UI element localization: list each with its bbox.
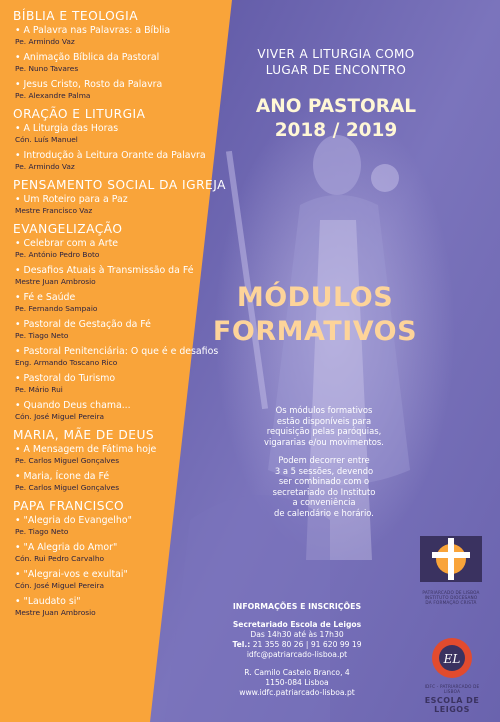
- list-item: [15, 79, 228, 101]
- description-line: ser combinado com o: [278, 476, 370, 487]
- module-author: Pe. Armindo Vaz: [15, 37, 75, 46]
- school-emblem-icon: [418, 636, 486, 680]
- description-line: Podem decorrer entre: [278, 455, 370, 465]
- description-paragraph: [226, 405, 422, 447]
- institute-logo: [416, 534, 486, 605]
- module-title: • Desafios Atuais à Transmissão da Fé: [15, 265, 194, 276]
- school-caption: IDFC - PATRIARCADO DE LISBOA: [424, 684, 480, 694]
- module-title: • Pastoral Penitenciária: O que é e desafios: [15, 346, 219, 357]
- module-title: • "Alegrai-vos e exultai": [15, 569, 128, 580]
- school-monogram: EL: [443, 652, 461, 666]
- page-title: [190, 281, 440, 349]
- list-item: [15, 238, 228, 260]
- module-author: Mestre Francisco Vaz: [15, 206, 93, 215]
- module-title: • Fé e Saúde: [15, 292, 76, 303]
- module-title: • Pastoral de Gestação da Fé: [15, 319, 151, 330]
- module-author: Cón. José Miguel Pereira: [15, 581, 105, 590]
- pastoral-year: [236, 95, 436, 143]
- module-author: Mestre Juan Ambrosio: [15, 608, 96, 617]
- section-title: PAPA FRANCISCO: [13, 499, 125, 513]
- description-line: de calendário e horário.: [274, 507, 374, 518]
- module-title: • Um Roteiro para a Paz: [15, 194, 128, 205]
- module-author: Cón. Luís Manuel: [15, 135, 78, 144]
- email-link[interactable]: idfc@patriarcado-lisboa.pt: [246, 650, 348, 659]
- phone-label: Tel.:: [232, 640, 251, 649]
- list-item: [15, 150, 228, 172]
- module-author: Pe. António Pedro Boto: [15, 250, 100, 259]
- office-hours: Das 14h30 até às 17h30: [250, 630, 344, 639]
- section-title: ORAÇÃO E LITURGIA: [13, 107, 146, 121]
- section-oracao-liturgia: [13, 106, 228, 172]
- list-item: [15, 123, 228, 145]
- school-name: ESCOLA DE LEIGOS: [424, 696, 480, 714]
- list-item: [15, 515, 228, 537]
- module-author: Cón. Rui Pedro Carvalho: [15, 554, 105, 563]
- description-line: secretariado do Instituto: [272, 486, 376, 497]
- institute-caption: PATRIARCADO DE LISBOA: [422, 590, 480, 595]
- module-title: • "Laudato si": [15, 596, 81, 607]
- description-line: 3 a 5 sessões, devendo: [274, 465, 374, 476]
- module-author: Pe. Mário Rui: [15, 385, 63, 394]
- list-item: [15, 373, 228, 395]
- module-author: Mestre Juan Ambrosio: [15, 277, 96, 286]
- module-title: • A Mensagem de Fátima hoje: [15, 444, 157, 455]
- module-title: • Jesus Cristo, Rosto da Palavra: [15, 79, 163, 90]
- module-author: Pe. Fernando Sampaio: [15, 304, 98, 313]
- list-item: [15, 444, 228, 466]
- description-paragraph: [226, 455, 422, 519]
- list-item: [15, 346, 228, 368]
- list-item: [15, 471, 228, 493]
- school-logo: [418, 636, 486, 714]
- institute-caption: DA FORMAÇÃO CRISTÃ: [425, 600, 477, 605]
- module-author: Eng. Armando Toscano Rico: [15, 358, 118, 367]
- pastoral-year-label: ANO PASTORAL: [255, 96, 417, 117]
- module-author: Pe. Tiago Neto: [15, 331, 69, 340]
- phone-number[interactable]: 21 355 80 26 | 91 620 99 19: [252, 640, 362, 649]
- section-title: EVANGELIZAÇÃO: [13, 222, 123, 236]
- office-name: Secretariado Escola de Leigos: [232, 620, 362, 629]
- section-biblia-teologia: [13, 8, 228, 101]
- module-title: • Celebrar com a Arte: [15, 238, 119, 249]
- description-line: requisição pelas paróquias,: [266, 426, 382, 437]
- section-maria-mae-de-deus: [13, 427, 228, 493]
- description-line: a conveniência: [292, 497, 356, 508]
- list-item: [15, 194, 228, 216]
- module-title: • Introdução à Leitura Orante da Palavra: [15, 150, 206, 161]
- module-author: Pe. Alexandre Palma: [15, 91, 91, 100]
- module-author: Pe. Tiago Neto: [15, 527, 69, 536]
- page-title-line: FORMATIVOS: [212, 316, 418, 347]
- module-author: Pe. Carlos Miguel Gonçalves: [15, 456, 120, 465]
- list-item: [15, 400, 228, 422]
- section-title: MARIA, MÃE DE DEUS: [13, 428, 155, 442]
- list-item: [15, 25, 228, 47]
- module-title: • "A Alegria do Amor": [15, 542, 118, 553]
- phone-line: [190, 640, 404, 650]
- list-item: [15, 542, 228, 564]
- list-item: [15, 52, 228, 74]
- module-author: Pe. Armindo Vaz: [15, 162, 75, 171]
- description-line: estão disponíveis para: [276, 415, 372, 426]
- tagline-line: VIVER A LITURGIA COMO: [257, 47, 415, 61]
- description-line: Os módulos formativos: [275, 405, 373, 415]
- description-line: vigararias e/ou movimentos.: [264, 436, 384, 447]
- section-pensamento-social: [13, 177, 228, 216]
- address-line: 1150-084 Lisboa: [265, 678, 329, 687]
- website-link[interactable]: www.idfc.patriarcado-lisboa.pt: [239, 688, 355, 697]
- institute-caption: INSTITUTO DIOCESANO: [424, 595, 478, 600]
- contacts-heading: INFORMAÇÕES E INSCRIÇÕES: [232, 602, 362, 611]
- tagline-line: LUGAR DE ENCONTRO: [265, 63, 407, 77]
- page-title-line: MÓDULOS: [236, 282, 394, 313]
- module-author: Cón. José Miguel Pereira: [15, 412, 105, 421]
- section-title: PENSAMENTO SOCIAL DA IGREJA: [13, 178, 226, 192]
- institute-cross-icon: [416, 534, 486, 586]
- tagline: [236, 46, 436, 78]
- section-title: BÍBLIA E TEOLOGIA: [13, 9, 139, 23]
- module-title: • Maria, Ícone da Fé: [15, 471, 110, 482]
- module-title: • A Liturgia das Horas: [15, 123, 119, 134]
- module-title: • Quando Deus chama...: [15, 400, 131, 411]
- list-item: [15, 569, 228, 591]
- address-line: R. Camilo Castelo Branco, 4: [244, 668, 350, 677]
- module-title: • Pastoral do Turismo: [15, 373, 116, 384]
- module-author: Pe. Nuno Tavares: [15, 64, 79, 73]
- module-author: Pe. Carlos Miguel Gonçalves: [15, 483, 120, 492]
- pastoral-year-range: 2018 / 2019: [274, 120, 398, 141]
- module-title: • A Palavra nas Palavras: a Bíblia: [15, 25, 171, 36]
- section-papa-francisco: [13, 498, 228, 618]
- contacts-block: [190, 602, 404, 698]
- module-title: • Animação Bíblica da Pastoral: [15, 52, 160, 63]
- module-title: • "Alegria do Evangelho": [15, 515, 132, 526]
